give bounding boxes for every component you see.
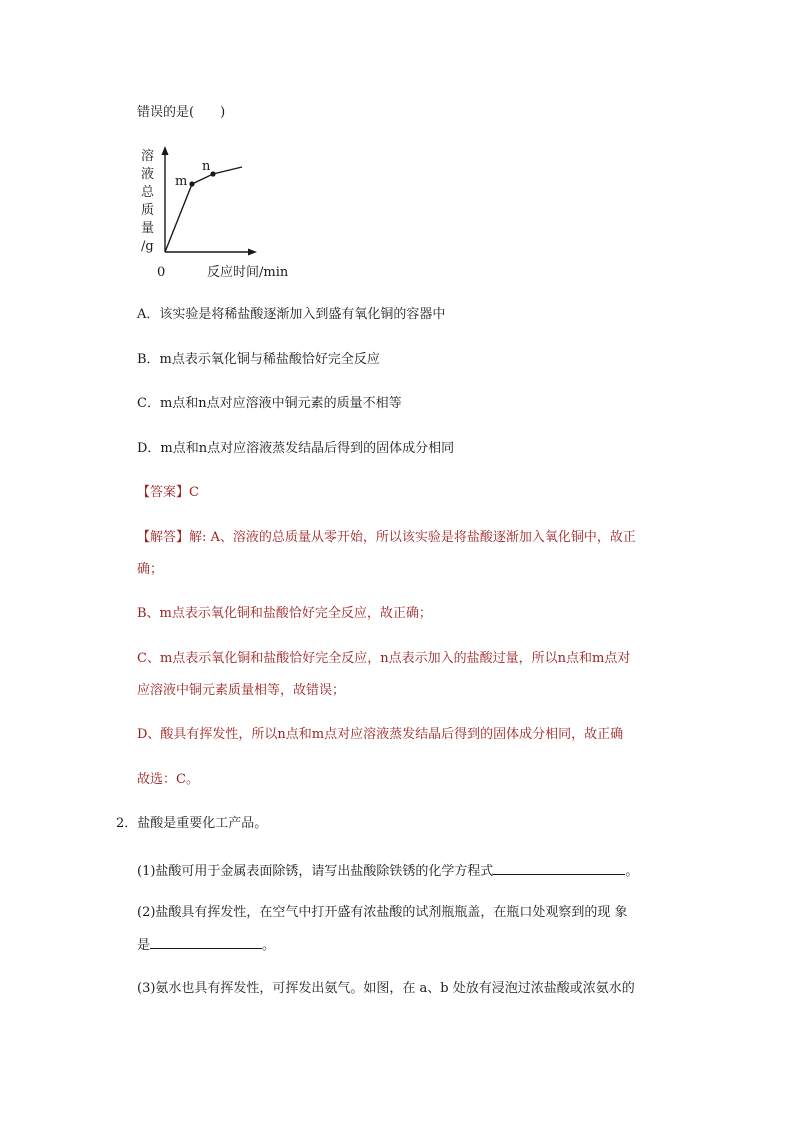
analysis-line-3: C、m点表示氧化铜和盐酸恰好完全反应，n点表示加入的盐酸过量，所以n点和m点对 [137,651,631,666]
question-2-number: 2． [116,816,138,831]
question-stem-tail: 错误的是( ) [137,105,226,120]
question-2-stem [116,815,267,833]
point-n [210,171,215,176]
ylabel-char-1: 溶 [141,149,155,164]
mass-time-graph [135,140,315,285]
question-2-part-2b [137,934,275,955]
option-a: A．该实验是将稀盐酸逐渐加入到盛有氧化铜的容器中 [137,307,446,322]
point-n-label: n [202,159,211,174]
analysis-line-2: B、m点表示氧化铜和盐酸恰好完全反应，故正确； [137,606,432,621]
ylabel-char-3: 总 [141,185,155,200]
analysis-tag: 【解答】 [137,530,190,545]
analysis-line-1b: 确； [137,562,164,577]
analysis-text-1: 解: A、溶液的总质量从零开始，所以该实验是将盐酸逐渐加入氧化铜中，故正 [189,530,636,545]
question-2-part-3: (3)氨水也具有挥发性，可挥发出氨气。如图，在 a、b 处放有浸泡过浓盐酸或浓氨水的 [137,981,635,996]
analysis-line-4: D、酸具有挥发性，所以n点和m点对应溶液蒸发结晶后得到的固体成分相同，故正确 [137,727,624,742]
x-axis-arrow [248,249,257,256]
y-axis-arrow [162,146,169,155]
answer-line [137,484,199,502]
ylabel-char-5: 量 [141,221,155,236]
part-1-end: 。 [625,864,639,879]
part-2-answer-blank[interactable] [150,934,262,949]
ylabel-char-2: 液 [141,167,155,182]
answer-value: C [189,485,199,500]
part-1-text: (1)盐酸可用于金属表面除锈，请写出盐酸除铁锈的化学方程式 [137,864,494,879]
origin-label: 0 [157,265,166,280]
question-2-part-2: (2)盐酸具有挥发性，在空气中打开盛有浓盐酸的试剂瓶瓶盖，在瓶口处观察到的现 象 [137,905,628,920]
analysis-line-1 [137,529,636,547]
x-axis-label: 反应时间/min [207,265,289,280]
answer-tag: 【答案】 [137,485,190,500]
question-2-text: 盐酸是重要化工产品。 [137,816,268,831]
option-d: D．m点和n点对应溶液蒸发结晶后得到的固体成分相同 [137,441,455,456]
question-2-part-1 [137,860,638,881]
ylabel-char-6: /g [141,239,154,254]
graph-svg [135,140,315,285]
analysis-conclusion: 故选：C。 [137,772,199,787]
option-b: B．m点表示氧化铜与稀盐酸恰好完全反应 [137,352,380,367]
analysis-line-3b: 应溶液中铜元素质量相等，故错误； [137,683,346,698]
option-c: C．m点和n点对应溶液中铜元素的质量不相等 [137,396,402,411]
part-1-answer-blank[interactable] [493,860,625,875]
point-m [189,181,194,186]
part-2-text: 是 [137,938,151,953]
point-m-label: m [175,174,188,189]
part-2-end: 。 [262,938,276,953]
ylabel-char-4: 质 [141,203,155,218]
